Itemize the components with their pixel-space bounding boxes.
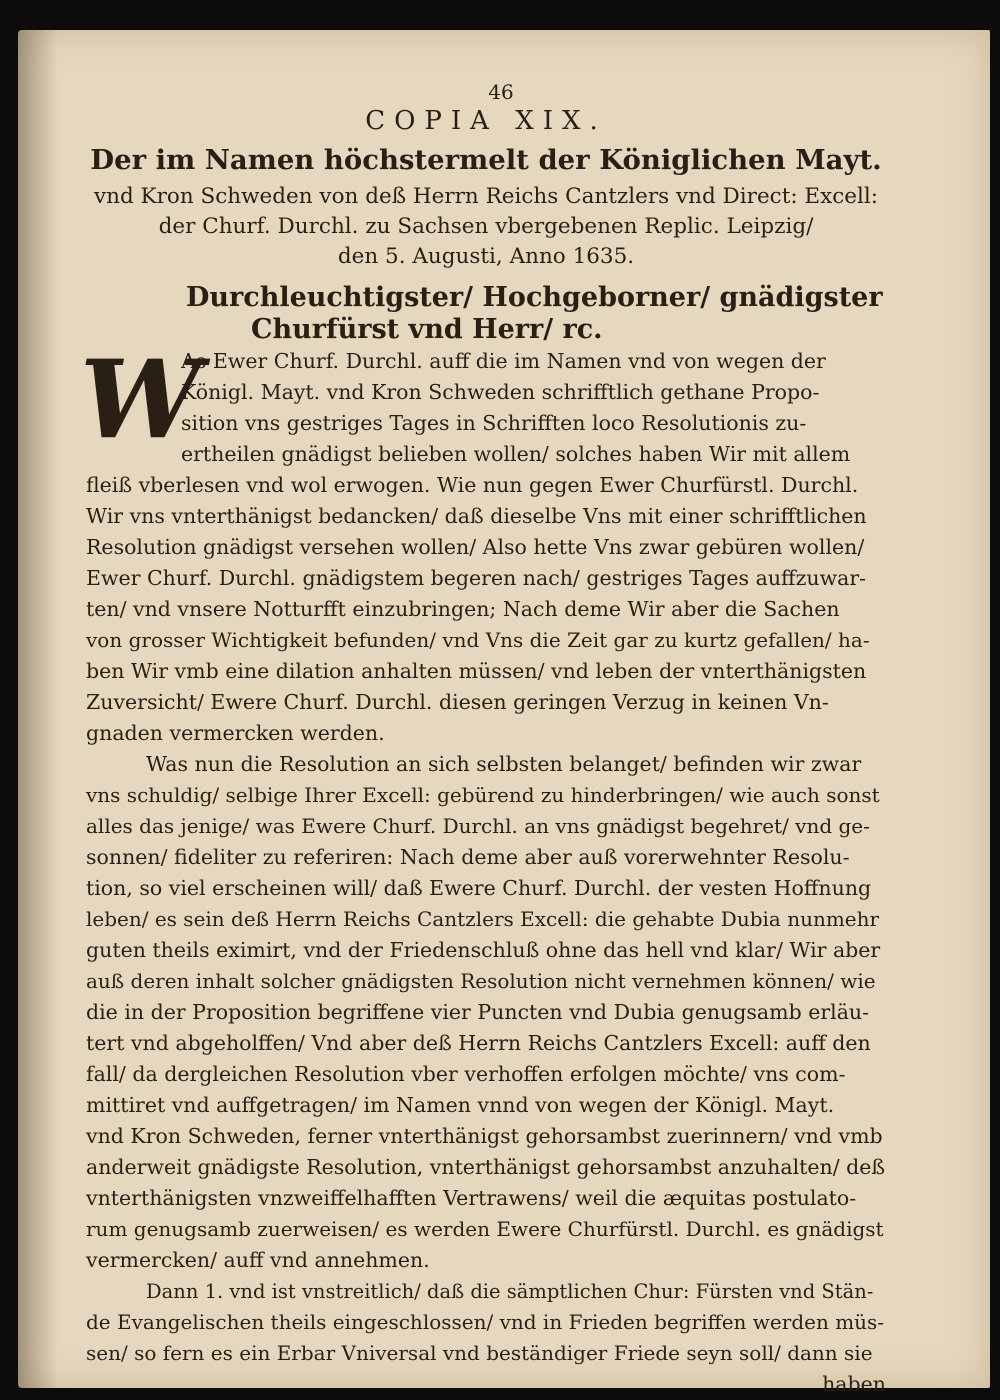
salutation: [86, 282, 886, 346]
text-line: die in der Proposition begriffene vier Puncten vnd Dubia genugsamb erläu-: [86, 1000, 870, 1024]
title-line: den 5. Augusti, Anno 1635.: [337, 244, 635, 269]
text-line: Ewer Churf. Durchl. gnädigstem begeren nach/ gestriges Tages auffzuwar-: [86, 566, 867, 590]
text-line: vnterthänigsten vnzweiffelhafften Vertrawens/ weil die æquitas postulato-: [86, 1186, 857, 1210]
body-text: [86, 470, 886, 1369]
text-line: sition vns gestriges Tages in Schrifften loco Resolutionis zu-: [181, 411, 807, 435]
opening-paragraph: [80, 337, 886, 470]
text-line: vermercken/ auff vnd annehmen.: [86, 1248, 430, 1272]
text-line: vns schuldig/ selbige Ihrer Excell: gebürend zu hinderbringen/ wie auch sonst: [86, 783, 880, 807]
text-line: Königl. Mayt. vnd Kron Schweden schrifftlich gethane Propo-: [181, 380, 820, 404]
text-line: gnaden vermercken werden.: [86, 721, 385, 745]
copy-heading: COPIA XIX.: [365, 106, 607, 136]
document-title: [86, 138, 886, 272]
document-page: [80, 80, 886, 1400]
text-line: vnd Kron Schweden, ferner vnterthänigst gehorsambst zuerinnern/ vnd vmb: [86, 1124, 883, 1148]
salutation-line: Churfürst vnd Herr/ rc.: [251, 314, 603, 345]
text-line: ten/ vnd vnsere Notturfft einzubringen; Nach deme Wir aber die Sachen: [86, 597, 840, 621]
text-line: auß deren inhalt solcher gnädigsten Resolution nicht vernehmen können/ wie: [86, 969, 876, 993]
binding-gutter: [18, 30, 58, 1388]
text-line: anderweit gnädigste Resolution, vnterthänigst gehorsambst anzuhalten/ deß: [86, 1155, 886, 1179]
page-number: 46: [488, 80, 514, 104]
text-line: ben Wir vmb eine dilation anhalten müssen/ vnd leben der vnterthänigsten: [86, 659, 867, 683]
text-line: Was nun die Resolution an sich selbsten belanget/ befinden wir zwar: [146, 752, 862, 776]
text-line: Zuversicht/ Ewere Churf. Durchl. diesen geringen Verzug in keinen Vn-: [86, 690, 829, 714]
text-line: von grosser Wichtigkeit befunden/ vnd Vns die Zeit gar zu kurtz gefallen/ ha-: [86, 628, 870, 652]
text-line: guten theils eximirt, vnd der Friedenschluß ohne das hell vnd klar/ Wir aber: [86, 938, 881, 962]
text-line: As Ewer Churf. Durchl. auff die im Namen vnd von wegen der: [181, 349, 826, 373]
text-line: fleiß vberlesen vnd wol erwogen. Wie nun gegen Ewer Churfürstl. Durchl.: [86, 473, 859, 497]
text-line: sonnen/ fideliter zu referiren: Nach deme aber auß vorerwehnter Resolu-: [86, 845, 850, 869]
text-line: Dann 1. vnd ist vnstreitlich/ daß die sämptlichen Chur: Fürsten vnd Stän-: [146, 1280, 874, 1303]
text-line: fall/ da dergleichen Resolution vber verhoffen erfolgen möchte/ vns com-: [86, 1062, 846, 1086]
text-line: leben/ es sein deß Herrn Reichs Cantzlers Excell: die gehabte Dubia nunmehr: [86, 907, 880, 931]
text-line: rum genugsamb zuerweisen/ es werden Ewere Churfürstl. Durchl. es gnädigst: [86, 1217, 884, 1241]
text-line: tion, so viel erscheinen will/ daß Ewere Churf. Durchl. der vesten Hoffnung: [86, 876, 872, 900]
text-line: alles das jenige/ was Ewere Churf. Durchl. an vns gnädigst begehret/ vnd ge-: [86, 814, 870, 838]
text-line: Resolution gnädigst versehen wollen/ Also hette Vns zwar gebüren wollen/: [86, 535, 865, 559]
decorated-initial: W: [80, 337, 202, 463]
title-line: Der im Namen höchstermelt der Königlichen Mayt.: [90, 144, 882, 176]
title-line: vnd Kron Schweden von deß Herrn Reichs Cantzlers vnd Direct: Excell:: [93, 184, 879, 209]
text-line: tert vnd abgeholffen/ Vnd aber deß Herrn Reichs Cantzlers Excell: auff den: [86, 1031, 871, 1055]
text-line: mittiret vnd auffgetragen/ im Namen vnnd von wegen der Königl. Mayt.: [86, 1093, 835, 1117]
text-line: Wir vns vnterthänigst bedancken/ daß dieselbe Vns mit einer schrifftlichen: [86, 504, 867, 528]
salutation-line: Durchleuchtigster/ Hochgeborner/ gnädigster: [186, 282, 883, 313]
text-line: ertheilen gnädigst belieben wollen/ solches haben Wir mit allem: [181, 442, 851, 466]
text-line: sen/ so fern es ein Erbar Vniversal vnd beständiger Friede seyn soll/ dann sie: [86, 1341, 873, 1365]
catchword: haben: [822, 1372, 886, 1396]
title-line: der Churf. Durchl. zu Sachsen vbergebenen Replic. Leipzig/: [158, 214, 814, 239]
text-line: de Evangelischen theils eingeschlossen/ vnd in Frieden begriffen werden müs-: [86, 1310, 885, 1334]
